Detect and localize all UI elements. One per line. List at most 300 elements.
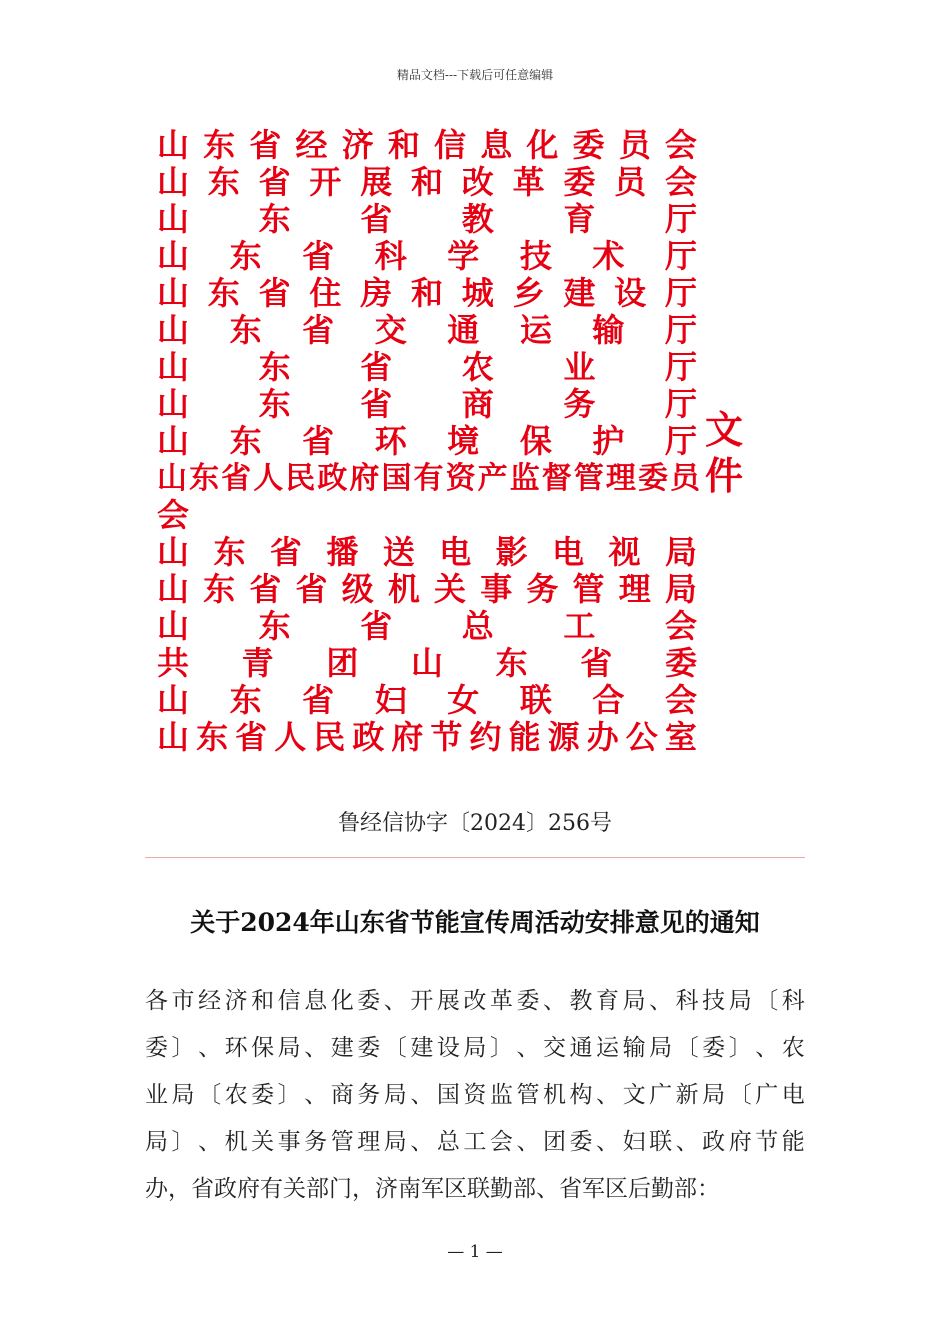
character: 革 <box>512 163 545 201</box>
character: 业 <box>145 1082 168 1108</box>
character: 有 <box>413 461 441 496</box>
character: 局 <box>649 1035 673 1061</box>
character: 督 <box>541 461 569 496</box>
character: 政 <box>352 718 385 756</box>
character: 山 <box>157 237 190 275</box>
character: 办 <box>586 718 619 756</box>
character: 南 <box>398 1176 421 1202</box>
character: 总 <box>461 607 494 645</box>
character: 省 <box>559 1176 582 1202</box>
character: 府 <box>237 1176 260 1202</box>
character: 厅 <box>664 311 697 349</box>
character: 能 <box>781 1129 805 1155</box>
character: 电 <box>439 533 472 571</box>
character: 会 <box>664 163 697 201</box>
character: 团 <box>326 644 359 682</box>
org-line <box>157 275 697 312</box>
character: 联 <box>649 1129 673 1155</box>
character: 管 <box>330 1129 354 1155</box>
character: 山 <box>157 348 190 386</box>
character: 理 <box>605 461 633 496</box>
org-line <box>157 312 697 349</box>
character: 、 <box>516 1129 540 1155</box>
character: 房 <box>360 274 393 312</box>
character: 输 <box>592 311 625 349</box>
character: 经 <box>198 988 222 1014</box>
character: 省 <box>249 126 282 164</box>
character: 青 <box>241 644 274 682</box>
character: 科 <box>675 988 699 1014</box>
character: 省 <box>302 422 335 460</box>
character: 联 <box>467 1176 490 1202</box>
character: 东 <box>229 311 262 349</box>
body-line <box>145 1072 805 1119</box>
document-title: 关于2024年山东省节能宣传周活动安排意见的通知 <box>190 908 760 937</box>
character: 东 <box>258 385 291 423</box>
character: ， <box>352 1176 375 1202</box>
character: 省 <box>191 1176 214 1202</box>
character: 通 <box>447 311 480 349</box>
character: 政 <box>317 461 345 496</box>
character: 监 <box>509 461 537 496</box>
character: 省 <box>269 533 302 571</box>
character: 革 <box>489 988 513 1014</box>
character: 勤 <box>490 1176 513 1202</box>
character: 、 <box>198 1129 222 1155</box>
character: 化 <box>330 988 354 1014</box>
character: 部 <box>306 1176 329 1202</box>
character: 息 <box>480 126 513 164</box>
character: 会 <box>664 607 697 645</box>
character: 省 <box>249 570 282 608</box>
character: 、 <box>410 1129 434 1155</box>
character: 息 <box>304 988 328 1014</box>
character: 厅 <box>664 274 697 312</box>
character: 环 <box>374 422 407 460</box>
org-line <box>157 719 697 756</box>
character: 局 <box>383 1129 407 1155</box>
character: 业 <box>563 348 596 386</box>
character: 新 <box>675 1082 699 1108</box>
character: 委 <box>637 461 665 496</box>
character: 务 <box>526 570 559 608</box>
character: 城 <box>461 274 494 312</box>
character: 东 <box>203 570 236 608</box>
character: 、 <box>516 1035 540 1061</box>
body-text <box>145 978 805 1213</box>
character: 局 <box>383 1082 407 1108</box>
character: 济 <box>341 126 374 164</box>
character: 委 <box>563 163 596 201</box>
character: 广 <box>649 1082 673 1108</box>
character: 、 <box>198 1035 222 1061</box>
character: 保 <box>519 422 552 460</box>
org-line <box>157 497 697 534</box>
character: 理 <box>357 1129 381 1155</box>
character: 山 <box>157 385 190 423</box>
character: 各 <box>145 988 168 1014</box>
character: 山 <box>410 644 443 682</box>
character: 妇 <box>374 681 407 719</box>
document-number: 鲁经信协字〔2024〕256号 <box>338 811 612 836</box>
character: 妇 <box>622 1129 646 1155</box>
character: 开 <box>309 163 342 201</box>
character: 管 <box>516 1082 540 1108</box>
character: 监 <box>489 1082 513 1108</box>
org-line <box>157 386 697 423</box>
character: 女 <box>447 681 480 719</box>
character: 办 <box>145 1176 168 1202</box>
character: 节 <box>430 718 463 756</box>
character: 山 <box>157 681 190 719</box>
character: 电 <box>552 533 585 571</box>
character: 学 <box>447 237 480 275</box>
character: ： <box>697 1176 720 1202</box>
body-line <box>145 1166 805 1213</box>
character: 山 <box>157 163 190 201</box>
character: 合 <box>592 681 625 719</box>
character: 、 <box>596 1082 620 1108</box>
org-line <box>157 349 697 386</box>
character: 能 <box>508 718 541 756</box>
character: 有 <box>260 1176 283 1202</box>
character: 后 <box>628 1176 651 1202</box>
character: 局 <box>664 533 697 571</box>
character: 〕 <box>171 1035 195 1061</box>
character: 委 <box>357 988 381 1014</box>
character: 术 <box>592 237 625 275</box>
character: 省 <box>295 570 328 608</box>
character: 厅 <box>664 237 697 275</box>
character: 局 <box>463 1035 487 1061</box>
org-line <box>157 571 697 608</box>
character: 国 <box>381 461 409 496</box>
character: 公 <box>625 718 658 756</box>
character: 委 <box>569 1129 593 1155</box>
character: 机 <box>542 1082 566 1108</box>
character: ， <box>168 1176 191 1202</box>
character: 局 <box>622 988 646 1014</box>
character: 员 <box>618 126 651 164</box>
character: 、 <box>755 1035 779 1061</box>
character: 山 <box>157 126 190 164</box>
character: 设 <box>614 274 647 312</box>
character: 工 <box>463 1129 487 1155</box>
character: 省 <box>360 200 393 238</box>
character: 设 <box>436 1035 460 1061</box>
character: 东 <box>196 718 229 756</box>
character: 会 <box>664 681 697 719</box>
character: 、 <box>649 988 673 1014</box>
character: 人 <box>274 718 307 756</box>
character: 〕 <box>489 1035 513 1061</box>
character: 、 <box>596 1129 620 1155</box>
character: 化 <box>526 126 559 164</box>
character: 厅 <box>664 348 697 386</box>
character: 工 <box>563 607 596 645</box>
character: 会 <box>664 126 697 164</box>
character: 资 <box>463 1082 487 1108</box>
character: 保 <box>251 1035 275 1061</box>
character: 府 <box>728 1129 752 1155</box>
character: 育 <box>563 200 596 238</box>
character: 省 <box>302 681 335 719</box>
character: 山 <box>157 570 190 608</box>
character: 、 <box>536 1176 559 1202</box>
character: 、 <box>410 1082 434 1108</box>
character: 商 <box>461 385 494 423</box>
character: 山 <box>157 422 190 460</box>
character: 输 <box>622 1035 646 1061</box>
character: 建 <box>410 1035 434 1061</box>
character: 事 <box>480 570 513 608</box>
character: 科 <box>374 237 407 275</box>
character: 部 <box>674 1176 697 1202</box>
character: 务 <box>304 1129 328 1155</box>
character: 教 <box>569 988 593 1014</box>
character: 文 <box>622 1082 646 1108</box>
character: 务 <box>563 385 596 423</box>
character: 视 <box>608 533 641 571</box>
org-line <box>157 534 697 571</box>
character: 区 <box>605 1176 628 1202</box>
character: 东 <box>203 126 236 164</box>
org-line <box>157 164 697 201</box>
character: 军 <box>582 1176 605 1202</box>
character: 、 <box>383 988 407 1014</box>
character: 省 <box>580 644 613 682</box>
issuing-organizations <box>157 127 697 756</box>
character: 关 <box>251 1129 275 1155</box>
character: 局 <box>277 1035 301 1061</box>
character: 农 <box>781 1035 805 1061</box>
character: 改 <box>461 163 494 201</box>
character: 、 <box>304 1082 328 1108</box>
character: 技 <box>702 988 726 1014</box>
org-line <box>157 127 697 164</box>
character: 建 <box>330 1035 354 1061</box>
character: 委 <box>516 988 540 1014</box>
character: 委 <box>702 1035 726 1061</box>
org-line <box>157 201 697 238</box>
character: 勤 <box>651 1176 674 1202</box>
character: 运 <box>519 311 552 349</box>
character: 局 <box>728 988 752 1014</box>
character: 市 <box>171 988 195 1014</box>
character: 运 <box>596 1035 620 1061</box>
character: 农 <box>224 1082 248 1108</box>
character: 民 <box>313 718 346 756</box>
character: 山 <box>157 607 190 645</box>
character: 节 <box>755 1129 779 1155</box>
character: 民 <box>285 461 313 496</box>
character: 局 <box>664 570 697 608</box>
character: 省 <box>360 348 393 386</box>
org-line <box>157 608 697 645</box>
character: 东 <box>258 348 291 386</box>
character: 机 <box>224 1129 248 1155</box>
character: 省 <box>360 607 393 645</box>
character: 部 <box>513 1176 536 1202</box>
character: 〔 <box>198 1082 222 1108</box>
divider-rule <box>145 857 805 858</box>
character: 境 <box>447 422 480 460</box>
character: 东 <box>258 200 291 238</box>
character: 展 <box>360 163 393 201</box>
character: 〔 <box>755 988 779 1014</box>
character: 东 <box>495 644 528 682</box>
character: 委 <box>664 644 697 682</box>
character: 政 <box>702 1129 726 1155</box>
character: 省 <box>258 274 291 312</box>
org-line <box>157 682 697 719</box>
character: 省 <box>302 311 335 349</box>
character: 交 <box>542 1035 566 1061</box>
character: 交 <box>374 311 407 349</box>
character: 环 <box>224 1035 248 1061</box>
org-line <box>157 238 697 275</box>
character: 电 <box>781 1082 805 1108</box>
character: 科 <box>781 988 805 1014</box>
character: 〔 <box>383 1035 407 1061</box>
character: 住 <box>309 274 342 312</box>
character: 委 <box>145 1035 168 1061</box>
character: 播 <box>326 533 359 571</box>
character: 机 <box>387 570 420 608</box>
character: 山 <box>157 311 190 349</box>
character: 护 <box>592 422 625 460</box>
character: 员 <box>614 163 647 201</box>
character: 管 <box>572 570 605 608</box>
character: 府 <box>391 718 424 756</box>
character: 关 <box>434 570 467 608</box>
org-line <box>157 423 697 460</box>
character: 山 <box>157 533 190 571</box>
character: 军 <box>421 1176 444 1202</box>
character: 委 <box>572 126 605 164</box>
character: 农 <box>461 348 494 386</box>
character: 省 <box>360 385 393 423</box>
document-type-label: 文件 <box>704 407 743 498</box>
character: 和 <box>410 274 443 312</box>
character: 济 <box>375 1176 398 1202</box>
character: 展 <box>436 988 460 1014</box>
character: 省 <box>302 237 335 275</box>
character: 东 <box>189 461 217 496</box>
character: 东 <box>229 237 262 275</box>
character: 改 <box>463 988 487 1014</box>
character: 东 <box>229 681 262 719</box>
character: 和 <box>387 126 420 164</box>
page-number: — 1 — <box>447 1242 503 1262</box>
character: 务 <box>357 1082 381 1108</box>
character: 、 <box>675 1129 699 1155</box>
character: 山 <box>157 461 184 496</box>
character: 政 <box>214 1176 237 1202</box>
body-line <box>145 1025 805 1072</box>
character: 影 <box>495 533 528 571</box>
character: 室 <box>664 718 697 756</box>
character: 构 <box>569 1082 593 1108</box>
character: 经 <box>295 126 328 164</box>
character: 教 <box>461 200 494 238</box>
character: 商 <box>330 1082 354 1108</box>
character: 山 <box>157 200 190 238</box>
character: 约 <box>469 718 502 756</box>
character: 〕 <box>171 1129 195 1155</box>
character: 管 <box>573 461 601 496</box>
character: 通 <box>569 1035 593 1061</box>
character: 省 <box>235 718 268 756</box>
character: 和 <box>251 988 275 1014</box>
character: 济 <box>224 988 248 1014</box>
character: 国 <box>436 1082 460 1108</box>
character: 广 <box>755 1082 779 1108</box>
character: 乡 <box>512 274 545 312</box>
character: 省 <box>258 163 291 201</box>
character: 山 <box>157 274 190 312</box>
character: 技 <box>519 237 552 275</box>
character: 总 <box>436 1129 460 1155</box>
org-line <box>157 645 697 682</box>
character: 东 <box>207 163 240 201</box>
character: 会 <box>489 1129 513 1155</box>
character: 东 <box>207 274 240 312</box>
character: 局 <box>702 1082 726 1108</box>
body-line <box>145 1119 805 1166</box>
character: 委 <box>357 1035 381 1061</box>
character: 开 <box>410 988 434 1014</box>
body-line <box>145 978 805 1025</box>
character: 事 <box>277 1129 301 1155</box>
character: 局 <box>145 1129 168 1155</box>
character: 育 <box>596 988 620 1014</box>
character: 资 <box>445 461 473 496</box>
character: 〕 <box>277 1082 301 1108</box>
character: 府 <box>349 461 377 496</box>
character: 级 <box>341 570 374 608</box>
character: 〔 <box>728 1082 752 1108</box>
character: 团 <box>542 1129 566 1155</box>
character: 东 <box>229 422 262 460</box>
character: 、 <box>304 1035 328 1061</box>
character: 源 <box>547 718 580 756</box>
character: 厅 <box>664 385 697 423</box>
character: 门 <box>329 1176 352 1202</box>
header-note: 精品文档---下载后可任意编辑 <box>396 68 554 82</box>
character: 信 <box>434 126 467 164</box>
character: 产 <box>477 461 505 496</box>
character: 、 <box>542 988 566 1014</box>
character: 山 <box>157 718 190 756</box>
character: 〕 <box>728 1035 752 1061</box>
character: 和 <box>410 163 443 201</box>
character: 会 <box>157 496 190 534</box>
character: 共 <box>157 644 190 682</box>
character: 信 <box>277 988 301 1014</box>
character: 厅 <box>664 422 697 460</box>
character: 人 <box>253 461 281 496</box>
character: 员 <box>670 461 697 496</box>
character: 联 <box>519 681 552 719</box>
character: 东 <box>213 533 246 571</box>
character: 建 <box>563 274 596 312</box>
character: 委 <box>251 1082 275 1108</box>
org-line <box>157 460 697 497</box>
character: 省 <box>221 461 249 496</box>
character: 理 <box>618 570 651 608</box>
character: 关 <box>283 1176 306 1202</box>
